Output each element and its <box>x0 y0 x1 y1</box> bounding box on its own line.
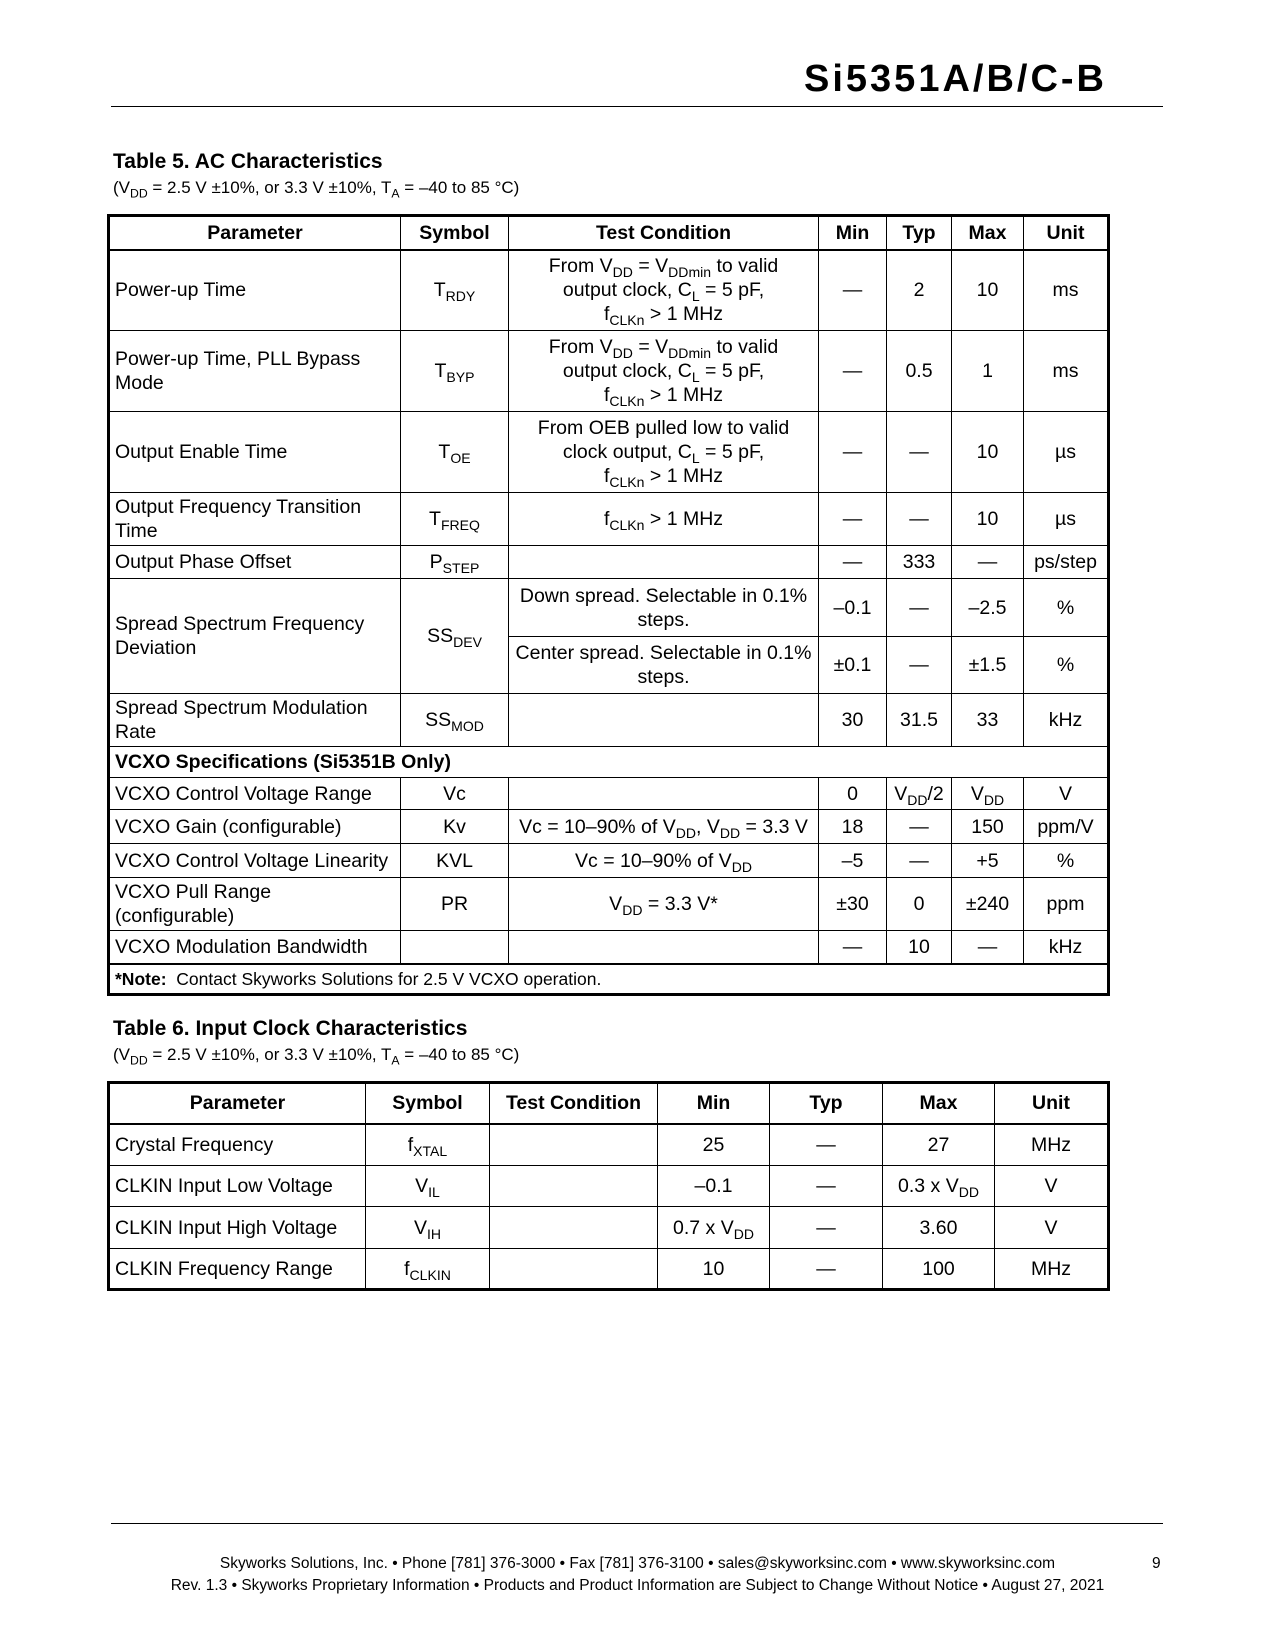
max-cell: 1 <box>952 331 1024 412</box>
typ-cell: 333 <box>887 546 952 579</box>
table5-conditions: ($V_{DD} = 2.5$ V ±10%, or 3.3 V ±10%, $T_A = -40$ to 85 °C) <box>113 178 520 201</box>
max-cell: 10 <box>952 493 1024 546</box>
part-number-header: Si5351A/B/C-B <box>804 58 1107 100</box>
param-cell: Power-up Time <box>109 250 401 331</box>
min-cell: 10 <box>658 1249 770 1290</box>
test-condition-cell: From OEB pulled low to valid clock output, $C_L = 5$ pF, $f_{CLKn} > 1$ MHz <box>509 412 819 493</box>
min-cell: 25 <box>658 1124 770 1166</box>
min-cell: 18 <box>819 810 887 844</box>
param-cell: CLKIN Frequency Range <box>109 1249 366 1290</box>
min-cell: — <box>819 546 887 579</box>
symbol-cell: $V_{IL}$ <box>366 1166 490 1207</box>
footer-contact-line: Skyworks Solutions, Inc. • Phone [781] 376-3000 • Fax [781] 376-3100 • sales@skyworksinc.com • www.skyworksinc.com <box>219 1555 1056 1572</box>
typ-cell: — <box>770 1249 883 1290</box>
min-cell: –5 <box>819 844 887 878</box>
header-test-condition: Test Condition <box>490 1083 658 1124</box>
typ-cell: — <box>887 493 952 546</box>
test-condition-cell <box>509 778 819 810</box>
table-row <box>109 412 1109 493</box>
max-cell: 0.3 x $V_{DD}$ <box>883 1166 995 1207</box>
test-condition-cell <box>509 694 819 747</box>
max-cell: — <box>952 931 1024 964</box>
param-cell: Crystal Frequency <box>109 1124 366 1166</box>
max-cell: –2.5 <box>952 579 1024 637</box>
note-row <box>109 964 1109 995</box>
header-max: Max <box>883 1083 995 1124</box>
typ-cell: — <box>887 412 952 493</box>
max-cell: 10 <box>952 412 1024 493</box>
test-condition-cell <box>490 1249 658 1290</box>
symbol-cell: $T_{OE}$ <box>401 412 509 493</box>
min-cell: — <box>819 931 887 964</box>
header-unit: Unit <box>995 1083 1109 1124</box>
table-row <box>109 1166 1109 1207</box>
table-row <box>109 844 1109 878</box>
test-condition-cell: Center spread. Selectable in 0.1% steps. <box>509 637 819 694</box>
typ-cell: — <box>770 1166 883 1207</box>
max-cell: 33 <box>952 694 1024 747</box>
unit-cell: V <box>1024 778 1109 810</box>
unit-cell: ppm <box>1024 878 1109 931</box>
vcxo-section-heading: VCXO Specifications (Si5351B Only) <box>109 747 1109 778</box>
typ-cell: 10 <box>887 931 952 964</box>
header-rule <box>111 106 1163 107</box>
unit-cell: % <box>1024 844 1109 878</box>
param-cell: Power-up Time, PLL Bypass Mode <box>109 331 401 412</box>
test-condition-cell: Down spread. Selectable in 0.1% steps. <box>509 579 819 637</box>
param-cell: CLKIN Input Low Voltage <box>109 1166 366 1207</box>
min-cell: –0.1 <box>658 1166 770 1207</box>
header-typ: Typ <box>887 216 952 250</box>
symbol-cell: $T_{RDY}$ <box>401 250 509 331</box>
table5-ac-characteristics <box>107 214 1110 996</box>
table-row <box>109 1207 1109 1249</box>
max-cell: $V_{DD}$ <box>952 778 1024 810</box>
unit-cell: kHz <box>1024 931 1109 964</box>
test-condition-cell: $f_{CLKn} > 1$ MHz <box>509 493 819 546</box>
min-cell: — <box>819 250 887 331</box>
unit-cell: MHz <box>995 1124 1109 1166</box>
table-row <box>109 778 1109 810</box>
table6-input-clock <box>107 1081 1110 1291</box>
max-cell: +5 <box>952 844 1024 878</box>
header-symbol: Symbol <box>401 216 509 250</box>
symbol-cell: KVL <box>401 844 509 878</box>
table-row <box>109 579 1109 637</box>
typ-cell: $V_{DD}/2$ <box>887 778 952 810</box>
table-row <box>109 1249 1109 1290</box>
symbol-cell: $SS_{MOD}$ <box>401 694 509 747</box>
typ-cell: — <box>887 810 952 844</box>
header-typ: Typ <box>770 1083 883 1124</box>
symbol-cell: $f_{CLKIN}$ <box>366 1249 490 1290</box>
table-row <box>109 694 1109 747</box>
min-cell: ±0.1 <box>819 637 887 694</box>
max-cell: — <box>952 546 1024 579</box>
param-cell: Output Enable Time <box>109 412 401 493</box>
max-cell: ±1.5 <box>952 637 1024 694</box>
min-cell: ±30 <box>819 878 887 931</box>
unit-cell: ps/step <box>1024 546 1109 579</box>
symbol-cell: $V_{IH}$ <box>366 1207 490 1249</box>
symbol-cell: Vc <box>401 778 509 810</box>
unit-cell: % <box>1024 579 1109 637</box>
header-min: Min <box>819 216 887 250</box>
table5-title: Table 5. AC Characteristics <box>113 150 383 173</box>
param-cell: Spread Spectrum Modulation Rate <box>109 694 401 747</box>
unit-cell: MHz <box>995 1249 1109 1290</box>
unit-cell: µs <box>1024 412 1109 493</box>
table-row <box>109 546 1109 579</box>
param-cell: Spread Spectrum Frequency Deviation <box>109 579 401 694</box>
table-row <box>109 250 1109 331</box>
table6-title: Table 6. Input Clock Characteristics <box>113 1017 468 1040</box>
min-cell: 30 <box>819 694 887 747</box>
typ-cell: 0 <box>887 878 952 931</box>
param-cell: VCXO Gain (configurable) <box>109 810 401 844</box>
symbol-cell: Kv <box>401 810 509 844</box>
symbol-cell: $P_{STEP}$ <box>401 546 509 579</box>
max-cell: ±240 <box>952 878 1024 931</box>
typ-cell: 31.5 <box>887 694 952 747</box>
header-symbol: Symbol <box>366 1083 490 1124</box>
table-row <box>109 493 1109 546</box>
table5-note: *Note: Contact Skyworks Solutions for 2.5 V VCXO operation. <box>109 964 1109 995</box>
max-cell: 3.60 <box>883 1207 995 1249</box>
unit-cell: kHz <box>1024 694 1109 747</box>
unit-cell: % <box>1024 637 1109 694</box>
unit-cell: µs <box>1024 493 1109 546</box>
param-cell: CLKIN Input High Voltage <box>109 1207 366 1249</box>
header-max: Max <box>952 216 1024 250</box>
footer-revision-line: Rev. 1.3 • Skyworks Proprietary Information • Products and Product Information are Subject to Change Without Notice • August 27, 2021 <box>170 1577 1105 1594</box>
param-cell: VCXO Control Voltage Linearity <box>109 844 401 878</box>
max-cell: 27 <box>883 1124 995 1166</box>
unit-cell: V <box>995 1207 1109 1249</box>
header-min: Min <box>658 1083 770 1124</box>
min-cell: — <box>819 331 887 412</box>
header-parameter: Parameter <box>109 216 401 250</box>
footer-rule <box>111 1523 1163 1524</box>
table-row <box>109 878 1109 931</box>
symbol-cell: $f_{XTAL}$ <box>366 1124 490 1166</box>
unit-cell: ms <box>1024 331 1109 412</box>
typ-cell: — <box>887 844 952 878</box>
param-cell: Output Phase Offset <box>109 546 401 579</box>
min-cell: — <box>819 412 887 493</box>
table6-header-row <box>109 1083 1109 1124</box>
typ-cell: — <box>770 1207 883 1249</box>
table6-conditions: ($V_{DD} = 2.5$ V ±10%, or 3.3 V ±10%, $T_A = -40$ to 85 °C) <box>113 1045 520 1068</box>
header-unit: Unit <box>1024 216 1109 250</box>
max-cell: 10 <box>952 250 1024 331</box>
table-row <box>109 810 1109 844</box>
page-number: 9 <box>1152 1555 1161 1572</box>
typ-cell: — <box>887 579 952 637</box>
symbol-cell: PR <box>401 878 509 931</box>
min-cell: — <box>819 493 887 546</box>
param-cell: Output Frequency Transition Time <box>109 493 401 546</box>
min-cell: 0 <box>819 778 887 810</box>
unit-cell: ppm/V <box>1024 810 1109 844</box>
symbol-cell: $T_{FREQ}$ <box>401 493 509 546</box>
table-row <box>109 331 1109 412</box>
test-condition-cell: Vc = 10–90% of $V_{DD}$, $V_{DD} = 3.3$ V <box>509 810 819 844</box>
min-cell: 0.7 x $V_{DD}$ <box>658 1207 770 1249</box>
test-condition-cell: $V_{DD} = 3.3$ V* <box>509 878 819 931</box>
section-row <box>109 747 1109 778</box>
symbol-cell: $SS_{DEV}$ <box>401 579 509 694</box>
unit-cell: ms <box>1024 250 1109 331</box>
test-condition-cell <box>509 931 819 964</box>
symbol-cell: $T_{BYP}$ <box>401 331 509 412</box>
typ-cell: 2 <box>887 250 952 331</box>
param-cell: VCXO Control Voltage Range <box>109 778 401 810</box>
symbol-cell <box>401 931 509 964</box>
test-condition-cell <box>509 546 819 579</box>
test-condition-cell: From $V_{DD} = V_{DDmin}$ to valid output clock, $C_L = 5$ pF, $f_{CLKn} > 1$ MHz <box>509 250 819 331</box>
min-cell: –0.1 <box>819 579 887 637</box>
table5-header-row <box>109 216 1109 250</box>
max-cell: 150 <box>952 810 1024 844</box>
typ-cell: — <box>770 1124 883 1166</box>
test-condition-cell <box>490 1166 658 1207</box>
test-condition-cell: Vc = 10–90% of $V_{DD}$ <box>509 844 819 878</box>
test-condition-cell <box>490 1207 658 1249</box>
header-test-condition: Test Condition <box>509 216 819 250</box>
typ-cell: 0.5 <box>887 331 952 412</box>
table-row <box>109 1124 1109 1166</box>
table-row <box>109 931 1109 964</box>
param-cell: VCXO Pull Range (configurable) <box>109 878 401 931</box>
header-parameter: Parameter <box>109 1083 366 1124</box>
unit-cell: V <box>995 1166 1109 1207</box>
param-cell: VCXO Modulation Bandwidth <box>109 931 401 964</box>
test-condition-cell: From $V_{DD} = V_{DDmin}$ to valid output clock, $C_L = 5$ pF, $f_{CLKn} > 1$ MHz <box>509 331 819 412</box>
test-condition-cell <box>490 1124 658 1166</box>
max-cell: 100 <box>883 1249 995 1290</box>
typ-cell: — <box>887 637 952 694</box>
